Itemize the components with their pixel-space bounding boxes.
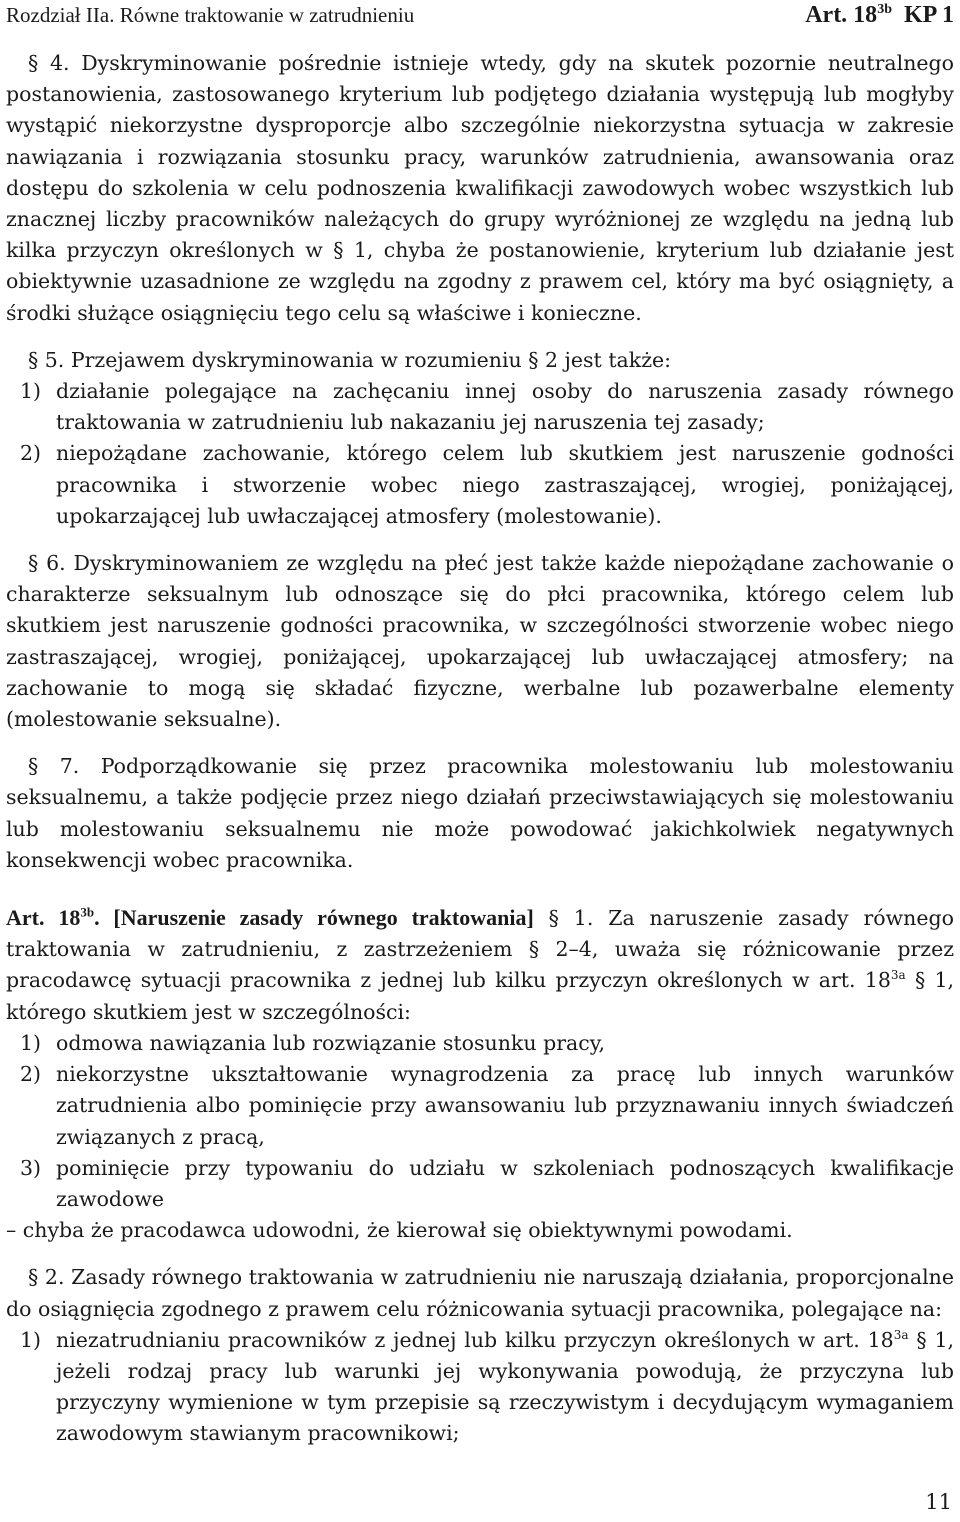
sec1-sup: 3a [890,968,906,983]
list-item-text [56,1325,954,1450]
document-body [6,48,954,1450]
paragraph-sec5-intro: § 5. Przejawem dyskryminowania w rozumieniu § 2 jest także: [28,347,672,372]
code-label: KP 1 [903,2,954,28]
list-item [6,376,954,438]
article-label-sup: 3b [80,904,95,920]
article-prefix: Art. 18 [805,2,878,28]
article-18b [6,902,954,1028]
article-heading [6,905,534,930]
list-item-text: działanie polegające na zachęcaniu innej osoby do naruszenia zasady równego traktowania w zatrudnieniu lub nakazaniu jej naruszenia tej zasady; [56,379,954,435]
list-item-text: niekorzystne ukształtowanie wynagrodzenia za pracę lub innych warunków zatrudnienia albo pominięcie przy awansowaniu lub przyznawaniu innych świadczeń związanych z pracą, [56,1062,954,1149]
list-item-text: pominięcie przy typowaniu do udziału w szkoleniach podnoszących kwalifikacje zawodowe [56,1155,954,1211]
list-item-text: odmowa nawiązania lub rozwiązanie stosunku pracy, [56,1030,606,1055]
running-header [6,2,954,32]
list-item-number: 1) [20,1327,42,1352]
sec1-text-a: § 1. Za naruszenie zasady równego traktowania w zatrudnieniu, z zastrzeżeniem § 2–4, uważa się różnicowanie przez pracodawcę sytuacji pracownika z jednej lub kilku przyczyn określonych w art. 18 [6,906,954,993]
list-item [6,438,954,532]
closing-clause: – chyba że pracodawca udowodni, że kierował się obiektywnymi powodami. [6,1218,793,1243]
list-item [6,1153,954,1215]
article-title: . [Naruszenie zasady równego traktowania] [94,905,534,931]
list-item [6,1028,954,1059]
paragraph-sec7: § 7. Podporządkowanie się przez pracownika molestowaniu lub molestowaniu seksualnemu, a także podjęcie przez niego działań przeciwstawiających się molestowaniu lub molestowaniu seksualnemu nie może powodować jakichkolwiek negatywnych konsekwencji wobec pracownika. [6,754,954,872]
list-item-number: 2) [20,441,42,466]
article-sup: 3b [877,2,892,17]
list-item-number: 2) [20,1062,42,1087]
list-item-number: 1) [20,1030,42,1055]
article-label: Art. 18 [6,905,81,931]
paragraph-sec4: § 4. Dyskryminowanie pośrednie istnieje wtedy, gdy na skutek pozornie neutralnego postanowienia, zastosowanego kryterium lub podjętego działania występują lub mogłyby wystąpić niekorzystne dysproporcje albo szczególnie niekorzystna sytuacja w zakresie nawiązania i rozwiązania stosunku pracy, warunków zatrudnienia, awansowania oraz dostępu do szkolenia w celu podnoszenia kwalifikacji zawodowych wobec wszystkich lub znacznej liczby pracowników należących do grupy wyróżnionej ze względu na jedną lub kilka przyczyn określonych w § 1, chyba że postanowienie, kryterium lub działanie jest obiektywnie uzasadnione ze względu na zgodny z prawem cel, który ma być osiągnięty, a środki służące osiągnięciu tego celu są właściwe i konieczne. [6,51,954,325]
list-item-sup: 3a [893,1327,909,1342]
list-item [6,1059,954,1153]
list-item [6,1325,954,1450]
paragraph-sec2-intro: § 2. Zasady równego traktowania w zatrudnieniu nie naruszają działania, proporcjonalne do osiągnięcia zgodnego z prawem celu różnicowania sytuacji pracownika, polegające na: [6,1265,954,1321]
list-item-number: 1) [20,379,42,404]
list-item-number: 3) [20,1155,42,1180]
sec1-text-b: § 1, którego skutkiem jest w szczególności: [6,968,955,1024]
chapter-title: Rozdział IIa. Równe traktowanie w zatrudnieniu [6,3,415,27]
paragraph-sec6: § 6. Dyskryminowaniem ze względu na płeć jest także każde niepożądane zachowanie o charakterze seksualnym lub odnoszące się do płci pracownika, którego celem lub skutkiem jest naruszenie godności pracownika, w szczególności stworzenie wobec niego zastraszającej, wrogiej, poniżającej, upokarzającej lub uwłaczającej atmosfery; na zachowanie to mogą się składać fizyczne, werbalne lub pozawerbalne elementy (molestowanie seksualne). [6,551,954,732]
article-reference [805,2,954,29]
list-item-text: niepożądane zachowanie, którego celem lub skutkiem jest naruszenie godności pracownika i stworzenie wobec niego zastraszającej, wrogiej, poniżającej, upokarzającej lub uwłaczającej atmosfery (molestowanie). [56,441,954,528]
list-item-text-a: niezatrudnianiu pracowników z jednej lub kilku przyczyn określonych w art. 18 [56,1327,894,1352]
list-item-text-b: § 1, jeżeli rodzaj pracy lub warunki jej wykonywania powodują, że przyczyna lub przyczyny wymienione w tym przepisie są rzeczywistym i decydującym wymaganiem zawodowym stawianym pracownikowi; [56,1327,955,1446]
page-number: 11 [925,1490,952,1514]
